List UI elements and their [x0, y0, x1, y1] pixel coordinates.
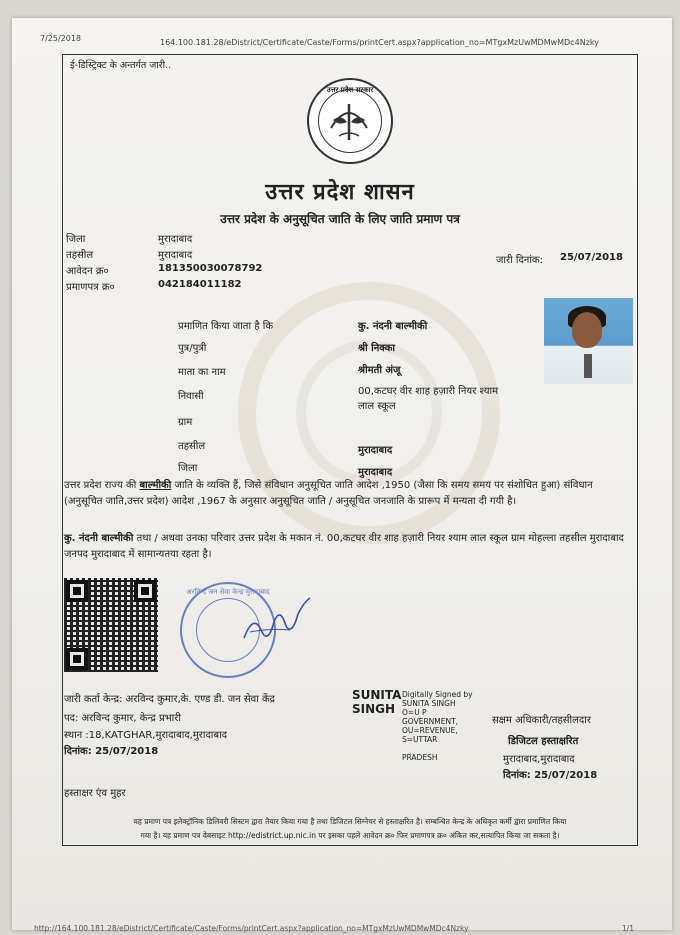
mother-name: श्रीमती अंजू	[358, 365, 401, 376]
para1-start: उत्तर प्रदेश राज्य की	[64, 480, 140, 491]
application-number: 181350030078792	[158, 263, 263, 274]
issuer-date: दिनांक: 25/07/2018	[64, 746, 159, 757]
digital-signer-name	[352, 688, 401, 716]
emblem-inner-ring	[318, 89, 382, 153]
authority-digital-sign: डिजिटल हस्ताक्षरित	[508, 736, 579, 747]
page-number: 1/1	[622, 924, 635, 933]
resident-line-1: 00,कटघर वीर शाह हज़ारी नियर श्याम	[358, 386, 499, 397]
person-district-label: जिला	[178, 463, 198, 474]
digi-line: S=UTTAR	[402, 735, 438, 744]
village-label: ग्राम	[178, 417, 193, 428]
print-date: 7/25/2018	[40, 34, 82, 43]
qr-finder-tl	[66, 580, 88, 602]
residence-paragraph	[64, 531, 634, 563]
district-label: जिला	[66, 234, 86, 245]
photo-tie	[584, 354, 592, 378]
handwritten-signature	[240, 592, 312, 648]
para1-end: जाति के व्यक्ति हैं, जिसे संविधान अनुसूचित जाति आदेश ,1950 (जैसा कि समय समय पर संशोधित हुआ) संविधान (अनुसूचित जाति,उत्तर प्रदेश) आदेश ,1967 के अनुसार अनुसूचित जाति / अनुसूचित जनजाति के प्रारूप में मन्यता दी गयी है।	[64, 480, 593, 507]
certificate-number: 042184011182	[158, 279, 242, 290]
tehsil-label: तहसील	[66, 250, 94, 261]
applicant-photo	[544, 298, 633, 384]
footnote-line-1: यह प्रमाण पत्र इलेक्ट्रॉनिक डिलिवरी सिस्टम द्वारा तैयार किया गया है तथा डिजिटल सिग्नेचर से हस्ताक्षरित है। सम्बन्धित केन्द्र के अधिकृत कर्मी द्वारा प्रमाणित किया	[133, 817, 567, 826]
digital-signature-details	[402, 690, 473, 762]
resident-line-2: लाल स्कूल	[358, 401, 396, 412]
state-emblem	[307, 78, 393, 164]
person-tehsil-value: मुरादाबाद	[358, 445, 393, 456]
para2-text: तथा / अथवा उनका परिवार उत्तर प्रदेश के मकान नं. 00,कटघर वीर शाह हज़ारी नियर श्याम लाल स्कूल ग्राम मोहल्ला तहसील मुरादाबाद जनपद मुरादाबाद में सामान्यतया रहता है।	[64, 533, 624, 560]
issuer-place: स्थान :18,KATGHAR,मुरादाबाद,मुरादाबाद	[64, 730, 227, 741]
issuer-center: जारी कर्ता केन्द्र: अरविन्द कुमार,के. एण्ड डी. जन सेवा केंद्र	[64, 694, 275, 705]
caste-paragraph	[64, 478, 634, 510]
mother-label: माता का नाम	[178, 367, 226, 378]
print-url: 164.100.181.28/eDistrict/Certificate/Caste/Forms/printCert.aspx?application_no=MTgxMzUwMDMwMDc4Nzky	[160, 38, 599, 47]
signer-name-line-2: SINGH	[352, 702, 396, 716]
child-of-label: पुत्र/पुत्री	[178, 343, 207, 354]
page-title: उत्तर प्रदेश शासन	[265, 180, 415, 205]
resident-label: निवासी	[178, 391, 204, 402]
issue-date-value: 25/07/2018	[560, 252, 623, 263]
qr-finder-tr	[134, 580, 156, 602]
applicant-name: कु. नंदनी बाल्मीकी	[358, 321, 428, 332]
digi-line: GOVERNMENT,	[402, 717, 459, 726]
issue-date-label: जारी दिनांक:	[496, 255, 543, 266]
authority-title: सक्षम अधिकारी/तहसीलदार	[492, 715, 591, 726]
person-tehsil-label: तहसील	[178, 441, 206, 452]
person-district-value: मुरादाबाद	[358, 467, 393, 478]
digi-line: PRADESH	[402, 753, 438, 762]
edistrict-note: ई-डिस्ट्रिक्ट के अन्तर्गत जारी..	[70, 60, 172, 71]
page-subtitle: उत्तर प्रदेश के अनुसूचित जाति के लिए जाति प्रमाण पत्र	[220, 212, 460, 226]
father-name: श्री निक्का	[358, 343, 396, 354]
qr-finder-bl	[66, 648, 88, 670]
issuer-post: पद: अरविन्द कुमार, केन्द्र प्रभारी	[64, 713, 181, 724]
print-url-bottom: http://164.100.181.28/eDistrict/Certificate/Caste/Forms/printCert.aspx?application_no=MTgxMzUwMDMwMDc4Nzky	[34, 924, 469, 933]
digi-line	[402, 744, 473, 753]
digi-line: Digitally Signed by	[402, 690, 473, 699]
certify-label: प्रमाणित किया जाता है कि	[178, 321, 274, 332]
photo-face	[572, 312, 602, 348]
seal-text: अरविन्द जन सेवा केन्द्र मुरादाबाद	[186, 588, 270, 596]
digi-line: O=U P	[402, 708, 427, 717]
emblem-bow-fish-icon	[319, 90, 379, 150]
para2-name: कु. नंदनी बाल्मीकी	[64, 533, 134, 544]
tehsil-value: मुरादाबाद	[158, 250, 193, 261]
certificate-label: प्रमाणपत्र क्र०	[66, 282, 115, 293]
qr-code	[64, 578, 158, 672]
signer-name-line-1: SUNITA	[352, 688, 402, 702]
application-label: आवेदन क्र०	[66, 266, 109, 277]
district-value: मुरादाबाद	[158, 234, 193, 245]
digi-line: OU=REVENUE,	[402, 726, 458, 735]
authority-place: मुरादाबाद,मुरादाबाद	[503, 754, 575, 765]
emblem-text: उत्तर प्रदेश सरकार	[326, 86, 374, 94]
caste-name: बाल्मीकी	[139, 480, 172, 491]
footnote-line-2: गया है। यह प्रमाण पत्र वेबसाइट http://edistrict.up.nic.in पर इसका पहले आवेदन क्र० फिर प्रमाणपत्र क्र० अंकित कर,सत्यापित किया जा सकता है।	[140, 831, 560, 840]
authority-date: दिनांक: 25/07/2018	[503, 770, 598, 781]
sign-and-seal-label: हस्ताक्षर एंव मुहर	[64, 788, 126, 799]
digi-line: SUNITA SINGH	[402, 699, 456, 708]
